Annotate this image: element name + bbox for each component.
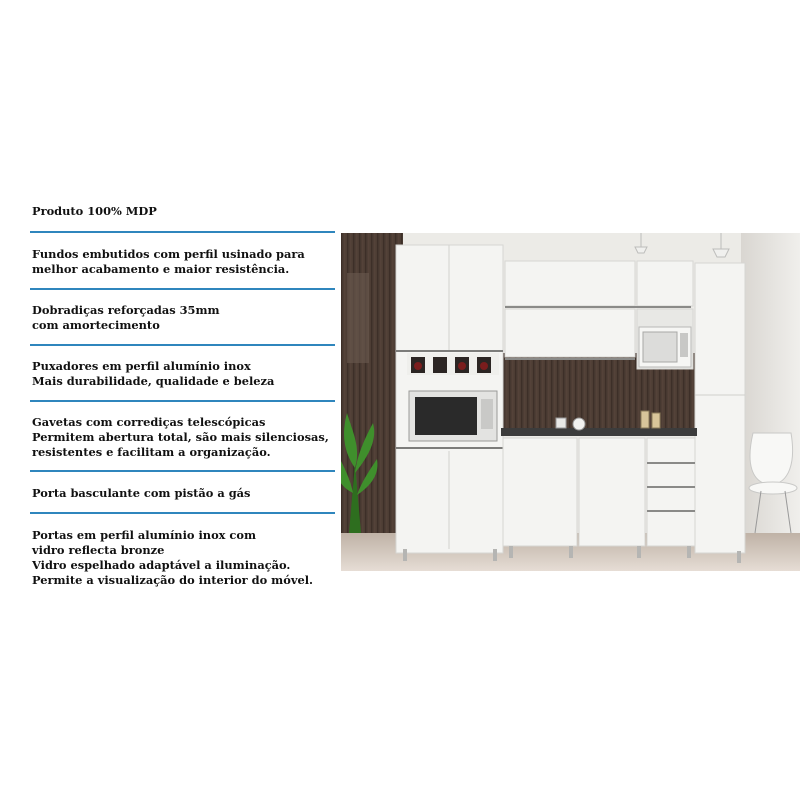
basculante-door [505,309,635,357]
countertop [501,428,697,436]
wine-rack [407,353,499,375]
feature-line: Gavetas com corrediças telescópicas [32,415,266,429]
feature-line: Fundos embutidos com perfil usinado para [32,247,305,261]
feature-1 [32,247,352,277]
feature-2 [32,303,352,333]
feature-line: Puxadores em perfil alumínio inox [32,359,251,373]
kitchen-photo [341,233,800,571]
feature-line: Dobradiças reforçadas 35mm [32,303,220,317]
drawer-unit [647,438,695,546]
feature-line: Produto 100% MDP [32,204,157,218]
feature-line: com amortecimento [32,318,160,332]
feature-line: Vidro espelhado adaptável a iluminação. [32,558,291,572]
lower-cabinet [579,438,645,546]
feature-line: vidro reflecta bronze [32,543,165,557]
oven [409,391,497,441]
lower-cabinet [503,438,577,546]
microwave [639,327,691,367]
upper-cabinet [637,261,693,306]
features-list [0,0,340,800]
feature-line: Mais durabilidade, qualidade e beleza [32,374,275,388]
feature-5 [32,486,352,501]
feature-line: Permite a visualização do interior do móvel. [32,573,313,587]
feature-4 [32,415,352,460]
upper-cabinet [505,261,635,306]
feature-6 [32,528,352,588]
feature-3 [32,359,352,389]
divider [30,470,335,472]
feature-line: resistentes e facilitam a organização. [32,445,271,459]
divider [30,512,335,514]
tall-cabinet-right [695,263,745,553]
divider [30,288,335,290]
divider [30,344,335,346]
feature-line: Permitem abertura total, são mais silenciosas, [32,430,329,444]
feature-line: melhor acabamento e maior resistência. [32,262,290,276]
divider [30,400,335,402]
feature-0 [32,204,352,219]
wall-panel [347,273,369,363]
divider [30,231,335,233]
feature-line: Portas em perfil alumínio inox com [32,528,257,542]
feature-line: Porta basculante com pistão a gás [32,486,251,500]
